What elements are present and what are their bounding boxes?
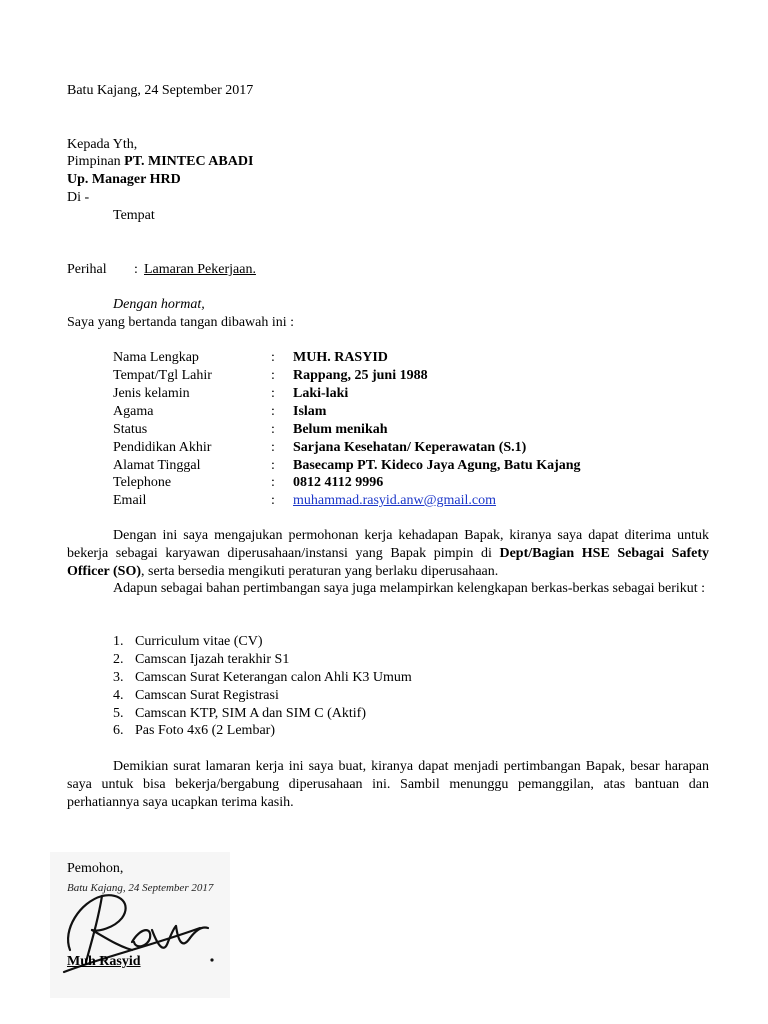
email-link[interactable]: muhammad.rasyid.anw@gmail.com — [293, 493, 497, 508]
list-text: Camscan Surat Keterangan calon Ahli K3 Umum — [135, 670, 412, 685]
para3-text: Demikian surat lamaran kerja ini saya buat, kiranya dapat menjadi pertimbangan Bapak, besar harapan saya untuk bisa bekerja/bergabung diperusahaan ini. Sambil menunggu pemanggilan, atas bantuan dan perhatiannya saya ucapkan terima kasih. — [67, 759, 709, 810]
identity-separator: : — [271, 404, 275, 419]
identity-value: 0812 4112 9996 — [293, 475, 384, 490]
list-text: Curriculum vitae (CV) — [135, 634, 263, 649]
identity-value: Basecamp PT. Kideco Jaya Agung, Batu Kajang — [293, 458, 581, 473]
body-paragraph-2 — [67, 580, 709, 598]
list-item — [113, 651, 289, 669]
list-text: Camscan KTP, SIM A dan SIM C (Aktif) — [135, 706, 366, 721]
list-item — [113, 687, 279, 705]
list-number: 4. — [113, 688, 124, 703]
para2-text: Adapun sebagai bahan pertimbangan saya juga melampirkan kelengkapan berkas-berkas sebagai berikut : — [113, 581, 706, 596]
recipient-company: PT. MINTEC ABADI — [124, 154, 254, 169]
list-text: Pas Foto 4x6 (2 Lembar) — [135, 723, 275, 738]
identity-label: Email — [113, 493, 147, 508]
identity-label: Telephone — [113, 475, 172, 490]
para1-end: , serta bersedia mengikuti peraturan yang berlaku diperusahaan. — [141, 564, 499, 579]
identity-separator: : — [271, 493, 275, 508]
identity-label: Status — [113, 422, 148, 437]
identity-separator: : — [271, 386, 275, 401]
list-number: 1. — [113, 634, 124, 649]
list-text: Camscan Ijazah terakhir S1 — [135, 652, 290, 667]
list-number: 6. — [113, 723, 124, 738]
list-item — [113, 669, 412, 687]
identity-label: Pendidikan Akhir — [113, 440, 212, 455]
identity-value: Belum menikah — [293, 422, 388, 437]
identity-value: MUH. RASYID — [293, 350, 388, 365]
signature-date: Batu Kajang, 24 September 2017 — [67, 882, 214, 894]
identity-separator: : — [271, 458, 275, 473]
recipient-location: Tempat — [113, 208, 155, 223]
list-text: Camscan Surat Registrasi — [135, 688, 279, 703]
identity-separator: : — [271, 440, 275, 455]
list-item — [113, 705, 366, 723]
recipient-greeting: Kepada Yth, — [67, 137, 138, 152]
para1-position: Dept/Bagian HSE Sebagai Safety Officer (SO) — [67, 546, 709, 579]
identity-label: Tempat/Tgl Lahir — [113, 368, 212, 383]
identity-label: Agama — [113, 404, 154, 419]
signer-name: Muh Rasyid — [67, 954, 141, 969]
body-paragraph-3 — [67, 758, 709, 812]
subject-label: Perihal — [67, 262, 107, 277]
list-item — [113, 722, 275, 740]
subject-text: Lamaran Pekerjaan. — [144, 262, 256, 277]
identity-label: Nama Lengkap — [113, 350, 199, 365]
identity-label: Jenis kelamin — [113, 386, 190, 401]
identity-separator: : — [271, 368, 275, 383]
list-number: 3. — [113, 670, 124, 685]
recipient-prefix: Pimpinan — [67, 154, 125, 169]
identity-value: Laki-laki — [293, 386, 349, 401]
intro-line: Saya yang bertanda tangan dibawah ini : — [67, 315, 295, 330]
list-item — [113, 633, 263, 651]
recipient-company-line — [67, 153, 253, 171]
recipient-attention: Up. Manager HRD — [67, 172, 181, 187]
identity-value: Rappang, 25 juni 1988 — [293, 368, 428, 383]
identity-separator: : — [271, 475, 275, 490]
list-number: 5. — [113, 706, 124, 721]
identity-separator: : — [271, 350, 275, 365]
list-number: 2. — [113, 652, 124, 667]
place-date: Batu Kajang, 24 September 2017 — [67, 83, 254, 98]
para1-start: Dengan ini saya mengajukan permohonan kerja kehadapan Bapak, kiranya saya dapat diterima untuk bekerja sebagai karyawan diperusahaan/instansi yang Bapak pimpin di — [67, 528, 709, 561]
subject-separator: : — [134, 262, 138, 277]
body-paragraph-1 — [67, 527, 709, 581]
identity-value: Sarjana Kesehatan/ Keperawatan (S.1) — [293, 440, 527, 455]
recipient-location-prefix: Di - — [67, 190, 90, 205]
identity-label: Alamat Tinggal — [113, 458, 201, 473]
salutation: Dengan hormat, — [113, 297, 205, 312]
identity-separator: : — [271, 422, 275, 437]
identity-value: Islam — [293, 404, 327, 419]
closing-text: Pemohon, — [67, 861, 124, 876]
